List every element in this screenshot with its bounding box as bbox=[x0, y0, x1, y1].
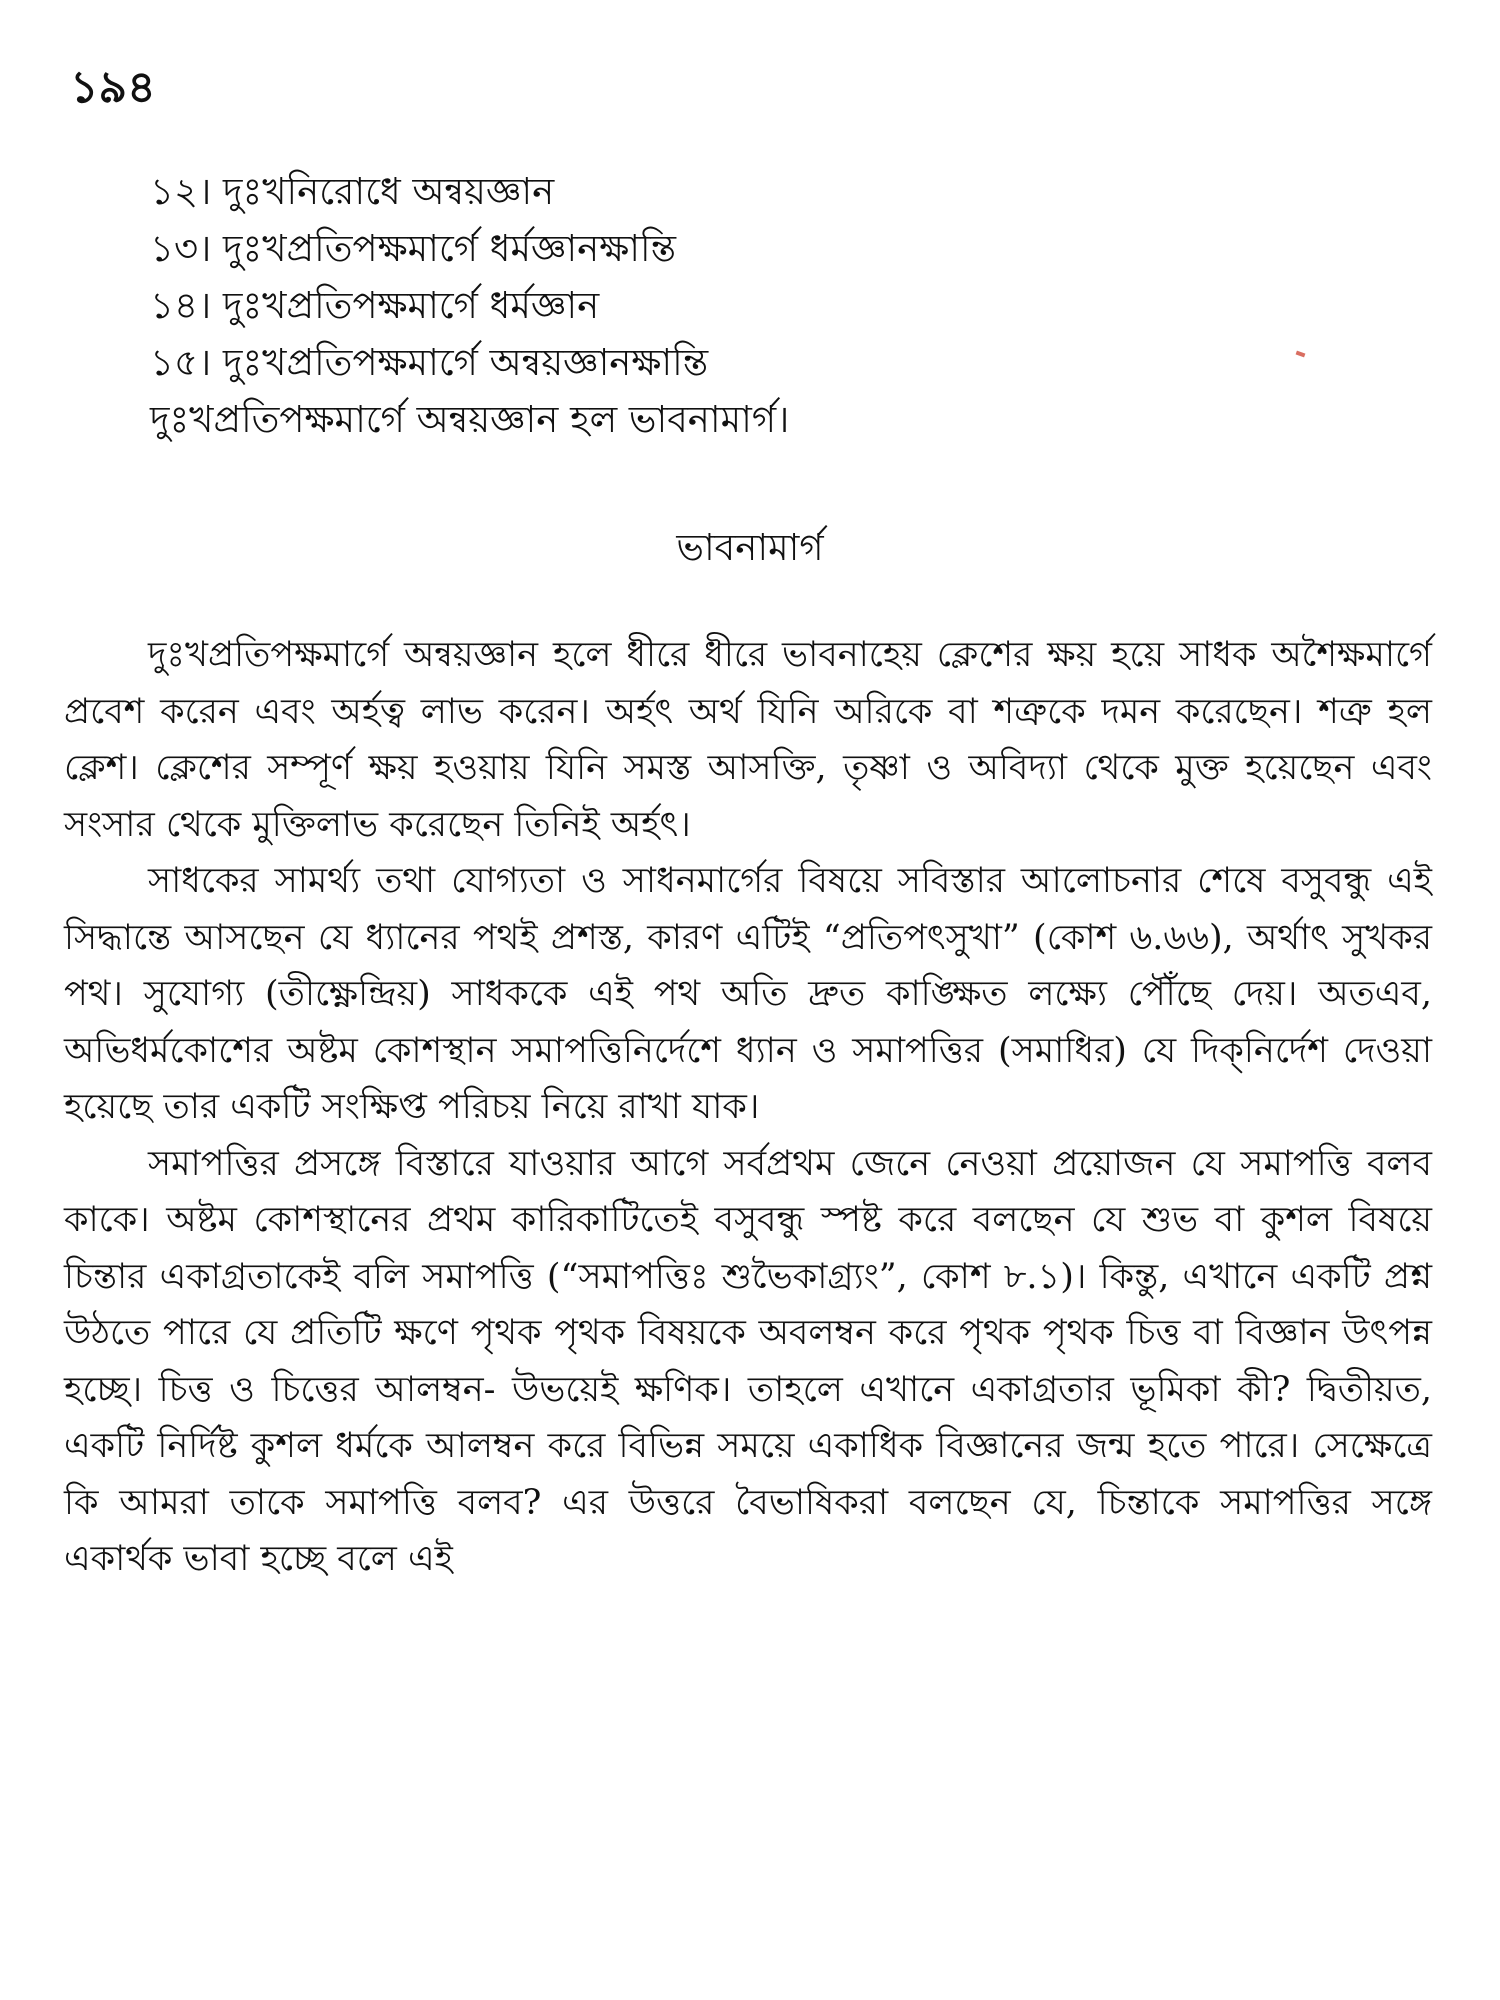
paragraph: সাধকের সামর্থ্য তথা যোগ্যতা ও সাধনমার্গের বিষয়ে সবিস্তার আলোচনার শেষে বসুবন্ধু এই সিদ্ধান্তে আসছেন যে ধ্যানের পথই প্রশস্ত, কারণ এটিই “প্রতিপৎসুখা” (কোশ ৬.৬৬), অর্থাৎ সুখকর পথ। সুযোগ্য (তীক্ষ্ণেন্দ্রিয়) সাধককে এই পথ অতি দ্রুত কাঙ্ক্ষিত লক্ষ্যে পৌঁছে দেয়। অতএব, অভিধর্মকোশের অষ্টম কোশস্থান সমাপত্তিনির্দেশে ধ্যান ও সমাপত্তির (সমাধির) যে দিক্‌নির্দেশ দেওয়া হয়েছে তার একটি সংক্ষিপ্ত পরিচয় নিয়ে রাখা যাক। bbox=[64, 861, 1432, 1127]
list-item: ১৫। দুঃখপ্রতিপক্ষমার্গে অন্বয়জ্ঞানক্ষান্তি bbox=[150, 341, 709, 384]
list-item: ১২। দুঃখনিরোধে অন্বয়জ্ঞান bbox=[150, 170, 555, 213]
body-text bbox=[64, 627, 1432, 1588]
list-conclusion: দুঃখপ্রতিপক্ষমার্গে অন্বয়জ্ঞান হল ভাবনামার্গ। bbox=[150, 398, 790, 441]
page-number: ১৯৪ bbox=[70, 62, 156, 113]
list-item: ১৪। দুঃখপ্রতিপক্ষমার্গে ধর্মজ্ঞান bbox=[150, 284, 600, 327]
paragraph: সমাপত্তির প্রসঙ্গে বিস্তারে যাওয়ার আগে সর্বপ্রথম জেনে নেওয়া প্রয়োজন যে সমাপত্তি বলব কাকে। অষ্টম কোশস্থানের প্রথম কারিকাটিতেই বসুবন্ধু স্পষ্ট করে বলছেন যে শুভ বা কুশল বিষয়ে চিন্তার একাগ্রতাকেই বলি সমাপত্তি (“সমাপত্তিঃ শুভৈকাগ্র্যং”, কোশ ৮.১)। কিন্তু, এখানে একটি প্রশ্ন উঠতে পারে যে প্রতিটি ক্ষণে পৃথক পৃথক বিষয়কে অবলম্বন করে পৃথক পৃথক চিত্ত বা বিজ্ঞান উৎপন্ন হচ্ছে। চিত্ত ও চিত্তের আলম্বন- উভয়েই ক্ষণিক। তাহলে এখানে একাগ্রতার ভূমিকা কী? দ্বিতীয়ত, একটি নির্দিষ্ট কুশল ধর্মকে আলম্বন করে বিভিন্ন সময়ে একাধিক বিজ্ঞানের জন্ম হতে পারে। সেক্ষেত্রে কি আমরা তাকে সমাপত্তি বলব? এর উত্তরে বৈভাষিকরা বলছেন যে, চিন্তাকে সমাপত্তির সঙ্গে একার্থক ভাবা হচ্ছে বলে এই bbox=[64, 1143, 1432, 1579]
list-item: ১৩। দুঃখপ্রতিপক্ষমার্গে ধর্মজ্ঞানক্ষান্তি bbox=[150, 227, 677, 270]
stage-list bbox=[150, 163, 1450, 448]
paragraph: দুঃখপ্রতিপক্ষমার্গে অন্বয়জ্ঞান হলে ধীরে ধীরে ভাবনাহেয় ক্লেশের ক্ষয় হয়ে সাধক অশৈক্ষমার্গে প্রবেশ করেন এবং অর্হত্ব লাভ করেন। অর্হৎ অর্থ যিনি অরিকে বা শত্রুকে দমন করেছেন। শত্রু হল ক্লেশ। ক্লেশের সম্পূর্ণ ক্ষয় হওয়ায় যিনি সমস্ত আসক্তি, তৃষ্ণা ও অবিদ্যা থেকে মুক্ত হয়েছেন এবং সংসার থেকে মুক্তিলাভ করেছেন তিনিই অর্হৎ। bbox=[64, 635, 1432, 845]
section-heading: ভাবনামার্গ bbox=[676, 526, 824, 569]
